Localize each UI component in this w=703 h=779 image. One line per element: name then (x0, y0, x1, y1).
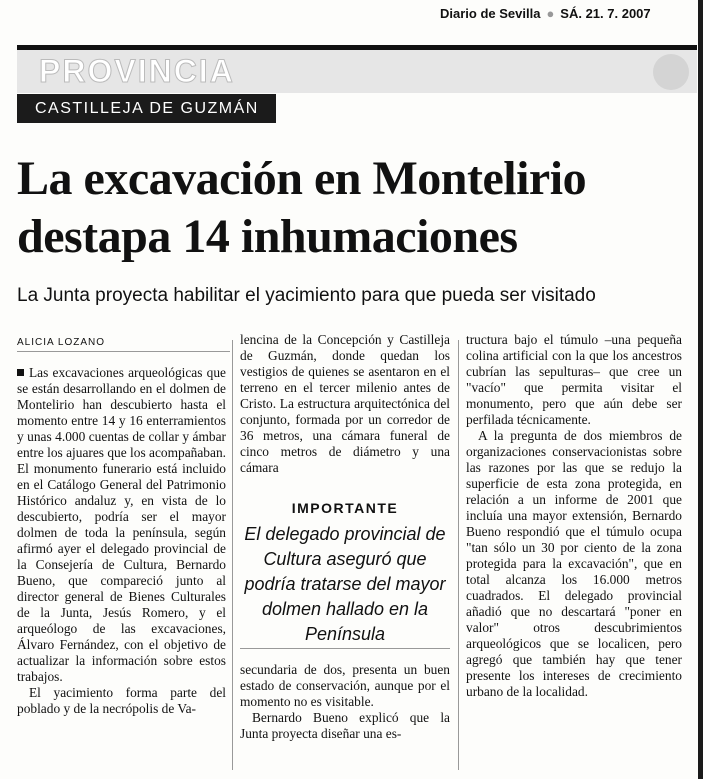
section-title: PROVINCIA (39, 53, 235, 89)
article-column-1 (17, 365, 226, 717)
article-column-3 (466, 332, 682, 700)
paragraph: tructura bajo el túmulo –una pequeña colina artificial con la que los ancestros cubrían las sepulturas– que cree un "vacío" que permita visitar el monumento, pero que aún debe ser perfilada técnicamente. (466, 332, 682, 427)
paragraph: El yacimiento forma parte del poblado y de la necrópolis de Va- (17, 685, 226, 716)
article-column-2-bottom (240, 662, 450, 742)
column-divider (458, 340, 459, 770)
pullquote-text: El delegado provincial de Cultura aseguró que podría tratarse del mayor dolmen hallado en la Península (244, 524, 446, 644)
article-column-2-top (240, 332, 450, 476)
headline (17, 150, 697, 266)
paper-name: Diario de Sevilla (440, 6, 541, 21)
page-edge-shadow (698, 0, 703, 779)
paragraph: A la pregunta de dos miembros de organizaciones conservacionistas sobre las razones por las que se redujo la superficie de esta zona protegida, en relación a un informe de 2001 que incluía una mayor extensión, Bernardo Bueno respondió que el túmulo ocupa "tan sólo un 30 por ciento de la zona protegida para la excavación", que en total alcanza los 16.000 metros cuadrados. El delegado provincial añadió que no descartará "poner en valor" otros descubrimientos arqueológicos que se localicen, pero agregó que también hay que tener presente los intereses de crecimiento urbano de la localidad. (466, 428, 682, 699)
paragraph: secundaria de dos, presenta un buen estado de conservación, aunque por el momento no es visitable. (240, 662, 450, 709)
paragraph: Bernardo Bueno explicó que la Junta proyecta diseñar una es- (240, 710, 450, 741)
page-header (440, 6, 651, 21)
pullquote-rule (240, 648, 450, 649)
section-band (17, 50, 697, 93)
section-circle-icon (653, 54, 689, 90)
paragraph-text: Las excavaciones arqueológicas que se están desarrollando en el dolmen de Montelirio han descubierto hasta el momento entre 14 y 16 enterramientos y unas 4.000 cuentas de collar y ámbar entre los ajuares que los acompañaban. El monumento funerario está incluido en el Catálogo General del Patrimonio Histórico andaluz y, en vista de lo descubierto, podría ser el mayor dolmen de toda la península, según afirmó ayer el delegado provincial de la Consejería de Cultura, Bernardo Bueno, que compareció junto al director general de Bienes Culturales de la Junta, Jesús Romero, y el arqueólogo de las excavaciones, Álvaro Fernández, con el objetivo de actualizar la información sobre estos trabajos. (17, 365, 226, 684)
subsection-label: CASTILLEJA DE GUZMÁN (17, 94, 276, 123)
headline-line-1: La excavación en Montelirio (17, 152, 587, 205)
byline: ALICIA LOZANO (17, 337, 106, 348)
headline-line-2: destapa 14 inhumaciones (17, 210, 518, 263)
paragraph: lencina de la Concepción y Castilleja de Guzmán, donde quedan los vestigios de quienes se asentaron en el terreno en el tercer milenio antes de Cristo. La estructura arquitectónica del conjunto, formada por un corredor de 36 metros, una cámara funeral de cinco metros de diámetro y una cámara (240, 332, 450, 475)
column-divider (232, 340, 233, 770)
subheadline: La Junta proyecta habilitar el yacimiento para que pueda ser visitado (17, 285, 596, 306)
lead-square-icon (17, 369, 24, 376)
byline-rule (17, 351, 230, 352)
issue-date: SÁ. 21. 7. 2007 (560, 6, 651, 21)
separator-dot-icon: ● (546, 6, 555, 21)
pullquote-label: IMPORTANTE (291, 500, 399, 516)
paragraph (17, 365, 226, 685)
